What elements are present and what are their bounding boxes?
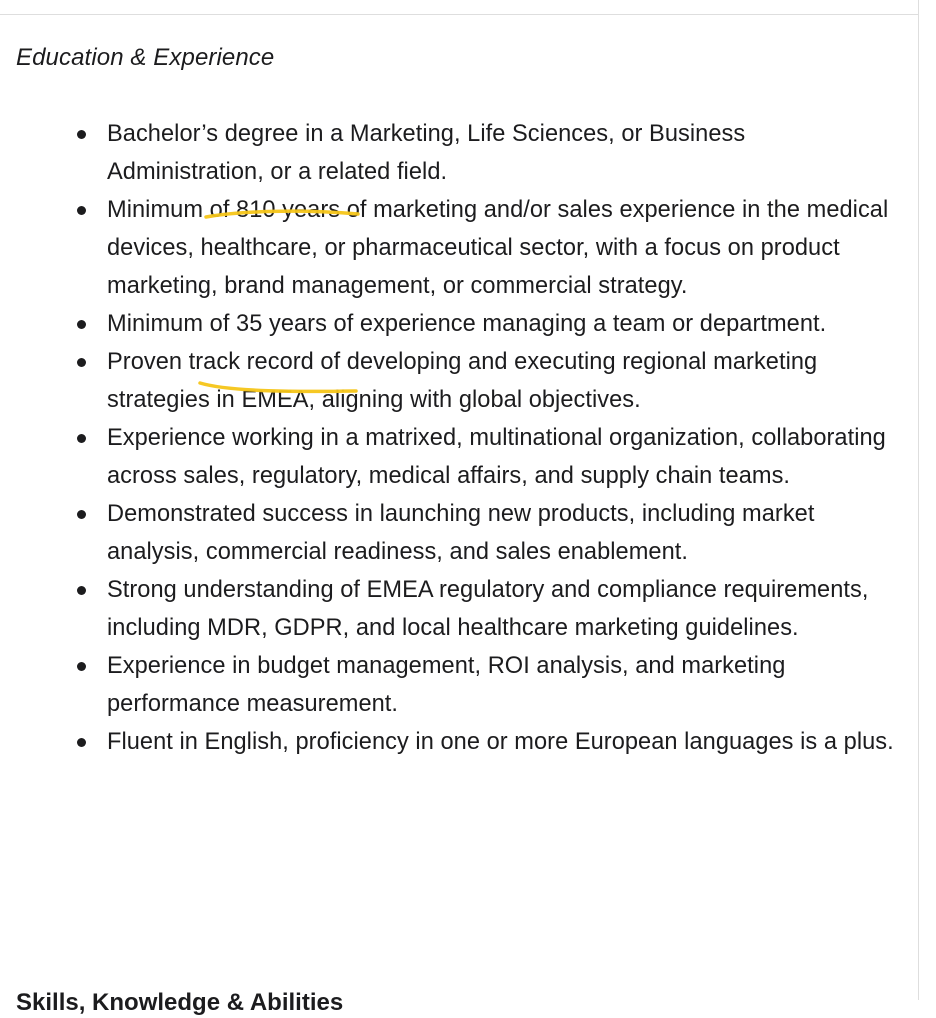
list-item <box>0 495 918 571</box>
bullet-icon <box>77 206 86 215</box>
list-item-text: Demonstrated success in launching new products, including market analysis, commercial readiness, and sales enablement. <box>107 501 815 565</box>
list-item <box>0 647 918 723</box>
list-item-text: Proven track record of developing and executing regional marketing strategies in EMEA, aligning with global objectives. <box>107 349 818 413</box>
bullet-icon <box>77 320 86 329</box>
next-section-heading: Skills, Knowledge & Abilities <box>16 989 344 1016</box>
list-item <box>0 305 918 343</box>
list-item <box>0 115 918 191</box>
bullet-icon <box>77 130 86 139</box>
bullet-icon <box>77 662 86 671</box>
bullet-icon <box>77 434 86 443</box>
bullet-icon <box>77 358 86 367</box>
list-item-text: Minimum of 35 years of experience managing a team or department. <box>107 311 827 337</box>
bullet-icon <box>77 510 86 519</box>
section-heading: Education & Experience <box>16 44 275 71</box>
list-item <box>0 723 918 761</box>
list-item-text: Bachelor’s degree in a Marketing, Life Sciences, or Business Administration, or a related field. <box>107 121 746 185</box>
list-item-text: Experience working in a matrixed, multinational organization, collaborating across sales, regulatory, medical affairs, and supply chain teams. <box>107 425 886 489</box>
list-item-text: Strong understanding of EMEA regulatory and compliance requirements, including MDR, GDPR, and local healthcare marketing guidelines. <box>107 577 869 641</box>
list-item <box>0 191 918 305</box>
list-item-text: Fluent in English, proficiency in one or more European languages is a plus. <box>107 729 894 755</box>
list-item <box>0 419 918 495</box>
list-item <box>0 343 918 419</box>
list-item-text: Experience in budget management, ROI analysis, and marketing performance measurement. <box>107 653 786 717</box>
requirements-list <box>0 115 918 761</box>
list-item-text: Minimum of 810 years of marketing and/or sales experience in the medical devices, healthcare, or pharmaceutical sector, with a focus on product marketing, brand management, or commercial strategy. <box>107 197 889 299</box>
list-item <box>0 571 918 647</box>
bullet-icon <box>77 586 86 595</box>
right-divider <box>918 0 919 1000</box>
bullet-icon <box>77 738 86 747</box>
